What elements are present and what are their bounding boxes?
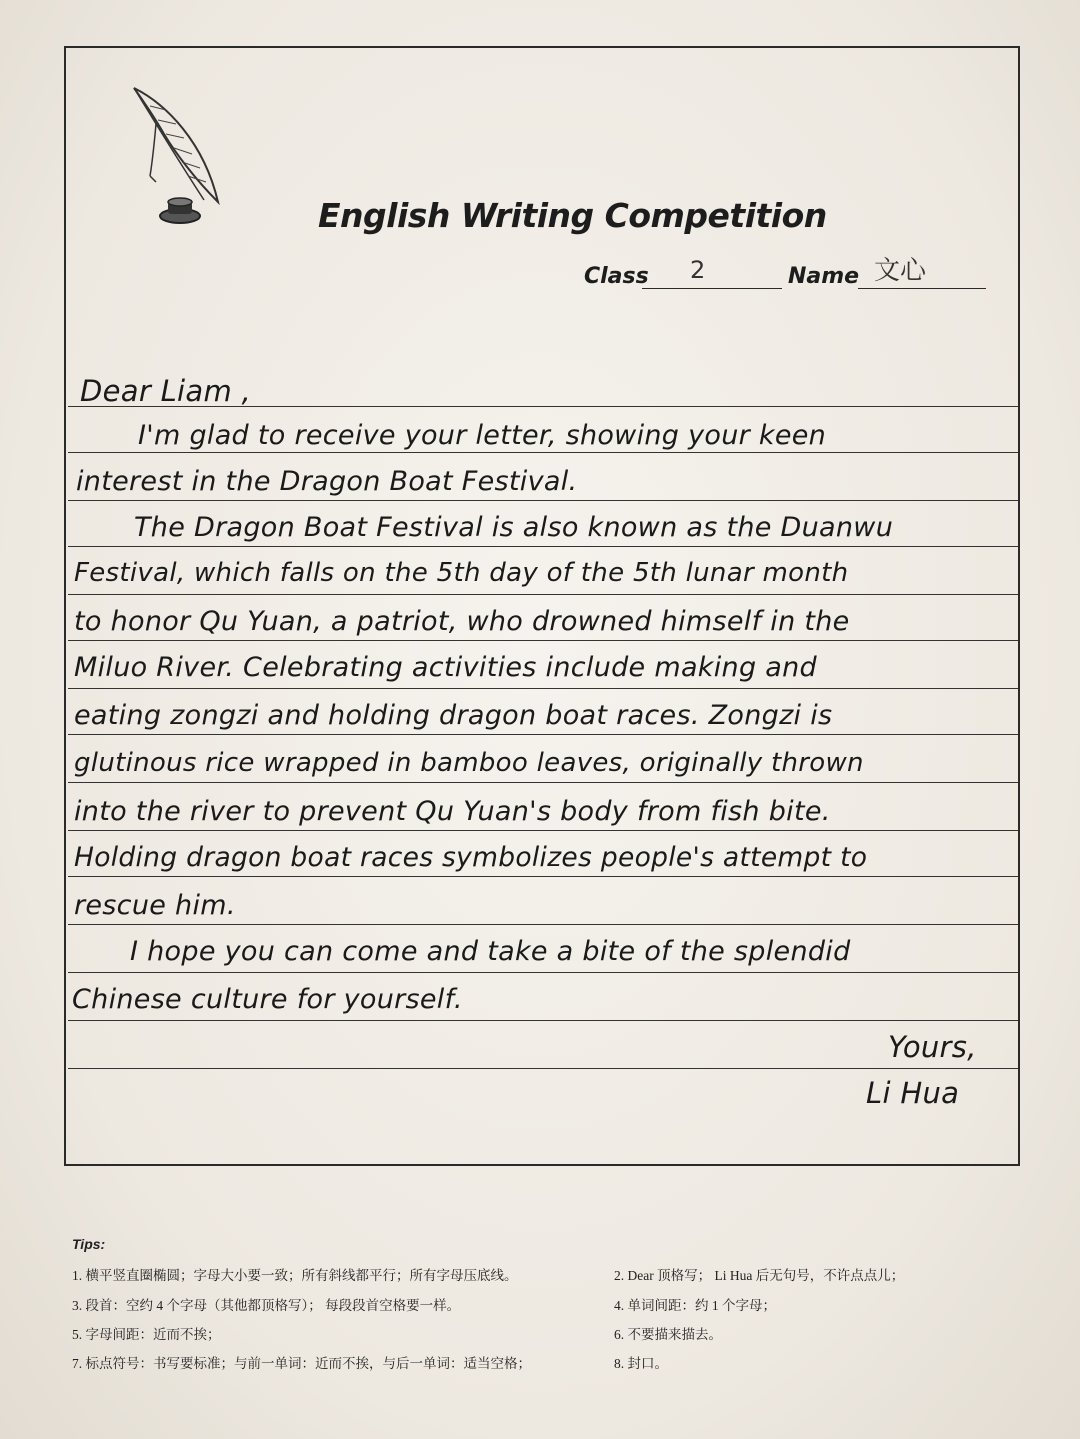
letter-line: into the river to prevent Qu Yuan's body from fish bite.: [74, 796, 831, 827]
ruled-line: [68, 782, 1018, 783]
ruled-line: [68, 452, 1018, 453]
tips-title: Tips:: [72, 1236, 106, 1252]
ruled-line: [68, 1068, 1018, 1069]
letter-line: Dear Liam ,: [80, 374, 252, 408]
letter-line: Chinese culture for yourself.: [72, 984, 463, 1015]
tip-item: 1. 横平竖直圈椭圆；字母大小要一致；所有斜线都平行；所有字母压底线。: [72, 1268, 518, 1283]
class-underline: [642, 288, 782, 289]
letter-line: I'm glad to receive your letter, showing your keen: [138, 420, 827, 451]
letter-line: Miluo River. Celebrating activities include making and: [74, 652, 817, 683]
class-label: Class: [584, 264, 649, 289]
class-value[interactable]: 2: [690, 256, 706, 284]
ruled-line: [68, 924, 1018, 925]
ruled-line: [68, 734, 1018, 735]
signature-line: Li Hua: [866, 1076, 960, 1110]
quill-inkpot-icon: [126, 84, 226, 234]
name-value[interactable]: 文心: [874, 256, 927, 286]
ruled-line: [68, 830, 1018, 831]
closing-line: Yours,: [888, 1030, 977, 1064]
letter-line: glutinous rice wrapped in bamboo leaves, originally thrown: [74, 748, 864, 778]
letter-line: Festival, which falls on the 5th day of the 5th lunar month: [74, 558, 849, 588]
tip-item: 4. 单词间距：约 1 个字母；: [614, 1298, 776, 1313]
ruled-line: [68, 594, 1018, 595]
ruled-line: [68, 640, 1018, 641]
tip-item: 7. 标点符号：书写要标准；与前一单词：近而不挨，与后一单词：适当空格；: [72, 1356, 531, 1371]
page-title: English Writing Competition: [318, 196, 827, 235]
tip-item: 8. 封口。: [614, 1356, 668, 1371]
ruled-line: [68, 688, 1018, 689]
letter-line: I hope you can come and take a bite of the splendid: [130, 936, 851, 967]
tip-item: 2. Dear 顶格写； Li Hua 后无句号，不许点点儿；: [614, 1268, 905, 1283]
letter-line: eating zongzi and holding dragon boat races. Zongzi is: [74, 700, 833, 731]
name-underline: [858, 288, 986, 289]
name-label: Name: [788, 264, 860, 289]
tip-item: 6. 不要描来描去。: [614, 1327, 722, 1342]
letter-line: Holding dragon boat races symbolizes people's attempt to: [74, 842, 868, 873]
ruled-line: [68, 876, 1018, 877]
letter-line: interest in the Dragon Boat Festival.: [76, 466, 578, 497]
ruled-line: [68, 546, 1018, 547]
ruled-line: [68, 1020, 1018, 1021]
tip-item: 3. 段首：空约 4 个字母（其他都顶格写）； 每段段首空格要一样。: [72, 1298, 461, 1313]
letter-line: to honor Qu Yuan, a patriot, who drowned himself in the: [74, 606, 850, 637]
letter-line: rescue him.: [74, 890, 236, 921]
letter-line: The Dragon Boat Festival is also known as the Duanwu: [134, 512, 894, 543]
ruled-line: [68, 972, 1018, 973]
tip-item: 5. 字母间距：近而不挨；: [72, 1327, 221, 1342]
ruled-line: [68, 500, 1018, 501]
